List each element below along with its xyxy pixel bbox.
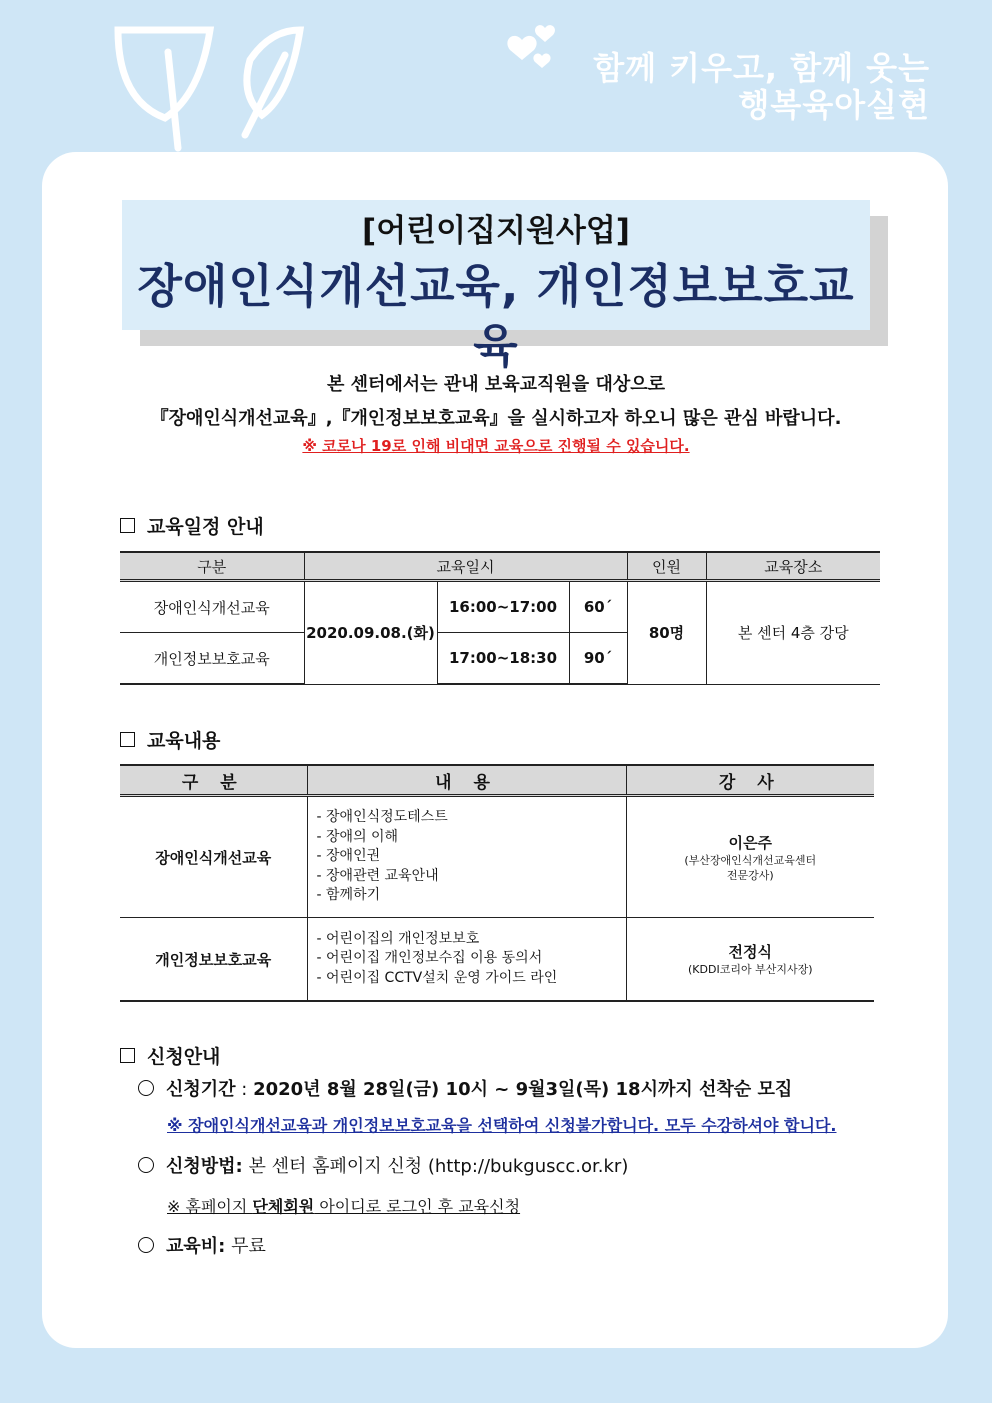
intro (0, 368, 992, 459)
course-time: 17:00~18:30 (437, 633, 569, 685)
square-bullet-icon (120, 1048, 135, 1063)
col-header: 교육장소 (706, 552, 880, 581)
col-header: 구분 (120, 552, 304, 581)
fee-value: 무료 (231, 1236, 266, 1257)
content-item: - 장애인식정도테스트 (317, 808, 625, 828)
title-box (122, 200, 870, 373)
course-date: 2020.09.08.(화) (304, 581, 437, 685)
content-item: - 함께하기 (317, 886, 625, 906)
content-item: - 어린이집 개인정보수집 이용 동의서 (317, 949, 625, 969)
method-note-bold: 단체회원 (252, 1197, 315, 1216)
period-value: 2020년 8월 28일(금) 10시 ~ 9월3일(목) 18시까지 선착순 모집 (253, 1079, 793, 1100)
lecturer-name: 전정식 (728, 943, 772, 961)
lecturer-note: (KDDI코리아 부산지사장) (688, 963, 813, 976)
circle-bullet-icon (138, 1080, 154, 1096)
slogan (593, 50, 930, 124)
lecturer-cell (626, 918, 874, 1002)
course-content (307, 918, 626, 1002)
intro-line1: 본 센터에서는 관내 보육교직원을 대상으로 (326, 374, 666, 395)
page-title: 장애인식개선교육, 개인정보보호교육 (137, 259, 855, 373)
period-separator: : (235, 1079, 254, 1100)
place: 본 센터 4층 강당 (706, 581, 880, 685)
covid-warning: ※ 코로나 19로 인해 비대면 교육으로 진행될 수 있습니다. (302, 437, 690, 455)
col-header: 교육일시 (304, 552, 627, 581)
course-content (307, 796, 626, 918)
method-label: 신청방법: (166, 1156, 243, 1177)
course-name: 개인정보보호교육 (120, 633, 304, 685)
title-sub: [어린이집지원사업] (362, 213, 630, 249)
schedule-table (120, 551, 880, 685)
method-note (167, 1194, 520, 1217)
col-header: 인원 (627, 552, 706, 581)
lecturer-note: (부산장애인식개선교육센터 (684, 853, 817, 867)
lecturer-cell (626, 796, 874, 918)
course-name: 장애인식개선교육 (120, 796, 307, 918)
col-header: 강 사 (626, 765, 874, 796)
schedule-heading (120, 512, 264, 539)
content-item: - 장애관련 교육안내 (317, 867, 625, 887)
schedule-heading-text: 교육일정 안내 (147, 516, 264, 538)
apply-heading (120, 1042, 220, 1069)
course-duration: 60´ (569, 581, 627, 633)
content-item: - 어린이집 CCTV설치 운영 가이드 라인 (317, 969, 625, 989)
period-note: ※ 장애인식개선교육과 개인정보보호교육을 선택하여 신청불가합니다. 모두 수강하셔야 합니다. (167, 1116, 837, 1135)
course-time: 16:00~17:00 (437, 581, 569, 633)
content-table (120, 764, 874, 1002)
lecturer-note: 전문강사) (726, 868, 774, 882)
square-bullet-icon (120, 518, 135, 533)
content-item: - 장애의 이해 (317, 828, 625, 848)
slogan-line1: 함께 키우고, 함께 웃는 (593, 49, 930, 87)
lecturer-name: 이은주 (728, 833, 772, 852)
apply-period (138, 1075, 792, 1101)
circle-bullet-icon (138, 1157, 154, 1173)
circle-bullet-icon (138, 1237, 154, 1253)
capacity: 80명 (627, 581, 706, 685)
course-name: 개인정보보호교육 (120, 918, 307, 1002)
course-duration: 90´ (569, 633, 627, 685)
col-header: 구 분 (120, 765, 307, 796)
fee-label: 교육비: (166, 1236, 226, 1257)
square-bullet-icon (120, 732, 135, 747)
content-item: - 장애인권 (317, 847, 625, 867)
slogan-line2: 행복육아실현 (738, 86, 930, 124)
method-note-suffix: 아이디로 로그인 후 교육신청 (314, 1197, 521, 1216)
heart-icon (507, 36, 536, 60)
course-name: 장애인식개선교육 (120, 581, 304, 633)
col-header: 내 용 (307, 765, 626, 796)
apply-heading-text: 신청안내 (147, 1046, 221, 1068)
period-label: 신청기간 (166, 1079, 236, 1100)
intro-line2: 『장애인식개선교육』,『개인정보보호교육』을 실시하고자 하오니 많은 관심 바랍니다. (150, 408, 842, 429)
method-note-prefix: ※ 홈페이지 (167, 1197, 253, 1216)
method-value: 본 센터 홈페이지 신청 (http://bukguscc.or.kr) (248, 1156, 629, 1177)
content-heading (120, 726, 220, 753)
content-item: - 어린이집의 개인정보보호 (317, 930, 625, 950)
apply-fee (138, 1232, 266, 1258)
content-heading-text: 교육내용 (147, 730, 221, 752)
apply-method (138, 1152, 628, 1178)
